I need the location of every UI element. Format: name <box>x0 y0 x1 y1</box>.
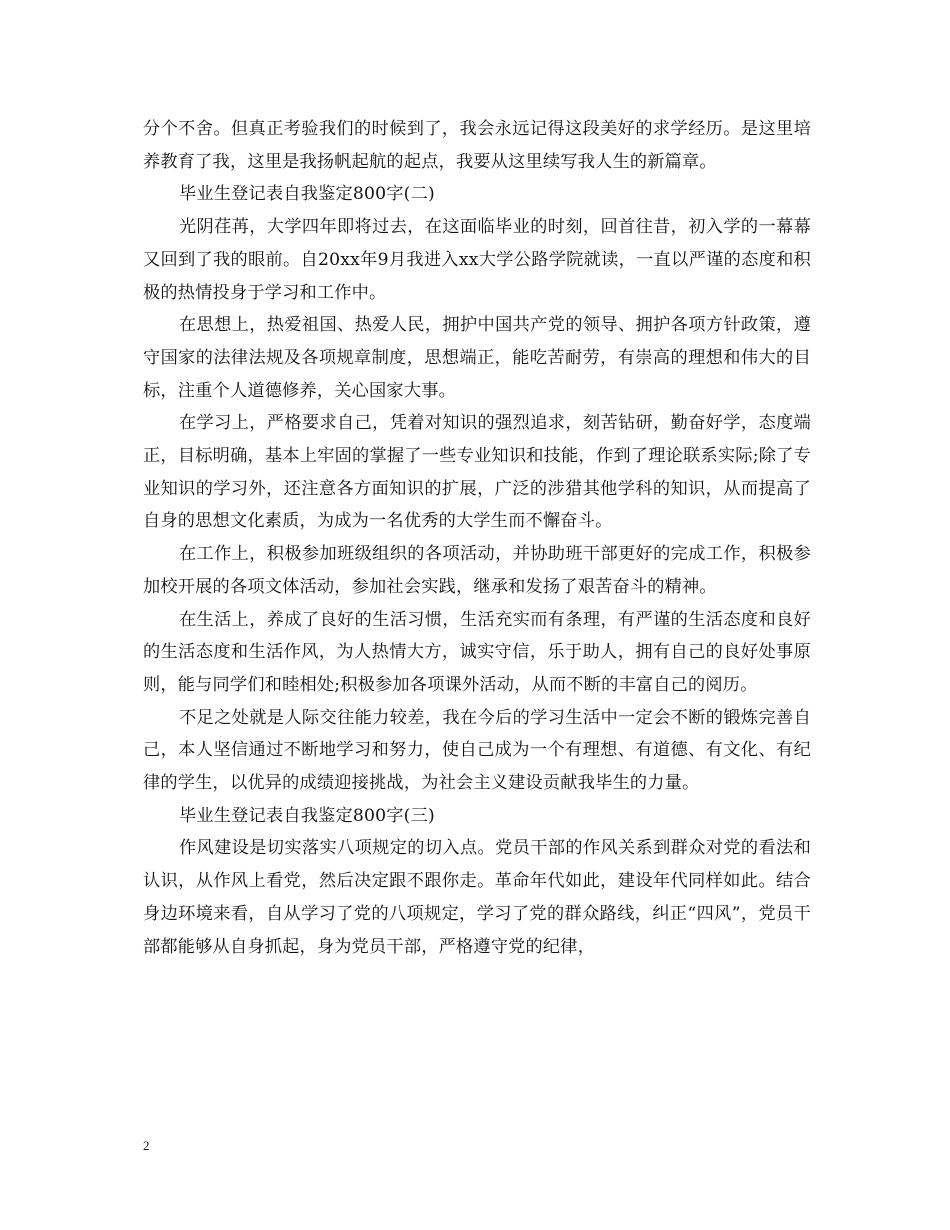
paragraph-thought: 在思想上，热爱祖国、热爱人民，拥护中国共产党的领导、拥护各项方针政策，遵守国家的法律法规及各项规章制度，思想端正，能吃苦耐劳，有崇高的理想和伟大的目标，注重个人道德修养，关心国家大事。 <box>143 315 811 401</box>
document-body <box>143 113 811 963</box>
paragraph-intro: 光阴荏苒，大学四年即将过去，在这面临毕业的时刻，回首往昔，初入学的一幕幕又回到了我的眼前。自20xx年9月我进入xx大学公路学院就读，一直以严谨的态度和积极的热情投身于学习和工作中。 <box>143 217 811 303</box>
paragraph-work: 在工作上，积极参加班级组织的各项活动，并协助班干部更好的完成工作，积极参加校开展的各项文体活动，参加社会实践，继承和发扬了艰苦奋斗的精神。 <box>143 544 811 597</box>
page-number: 2 <box>143 1138 150 1153</box>
section-heading-2: 毕业生登记表自我鉴定800字(二) <box>179 184 435 205</box>
paragraph-shortcomings: 不足之处就是人际交往能力较差，我在今后的学习生活中一定会不断的锻炼完善自己，本人坚信通过不断地学习和努力，使自己成为一个有理想、有道德、有文化、有纪律的学生，以优异的成绩迎接挑战，为社会主义建设贡献我毕生的力量。 <box>143 707 811 794</box>
paragraph-study: 在学习上，严格要求自己，凭着对知识的强烈追求，刻苦钻研，勤奋好学，态度端正，目标明确，基本上牢固的掌握了一些专业知识和技能，作到了理论联系实际;除了专业知识的学习外，还注意各方面知识的扩展，广泛的涉猎其他学科的知识，从而提高了自身的思想文化素质，为成为一名优秀的大学生而不懈奋斗。 <box>143 413 811 532</box>
paragraph-life: 在生活上，养成了良好的生活习惯，生活充实而有条理，有严谨的生活态度和良好的生活态度和生活作风，为人热情大方，诚实守信，乐于助人，拥有自己的良好处事原则，能与同学们和睦相处;积极参加各项课外活动，从而不断的丰富自己的阅历。 <box>143 609 811 695</box>
paragraph-style: 作风建设是切实落实八项规定的切入点。党员干部的作风关系到群众对党的看法和认识，从作风上看党，然后决定跟不跟你走。革命年代如此，建设年代同样如此。结合身边环境来看，自从学习了党的八项规定，学习了党的群众路线，纠正“四风”，党员干部都能够从自身抓起，身为党员干部，严格遵守党的纪律， <box>143 838 811 957</box>
section-heading-3: 毕业生登记表自我鉴定800字(三) <box>179 805 435 826</box>
paragraph-continued: 分个不舍。但真正考验我们的时候到了，我会永远记得这段美好的求学经历。是这里培养教育了我，这里是我扬帆起航的起点，我要从这里续写我人生的新篇章。 <box>143 119 811 172</box>
